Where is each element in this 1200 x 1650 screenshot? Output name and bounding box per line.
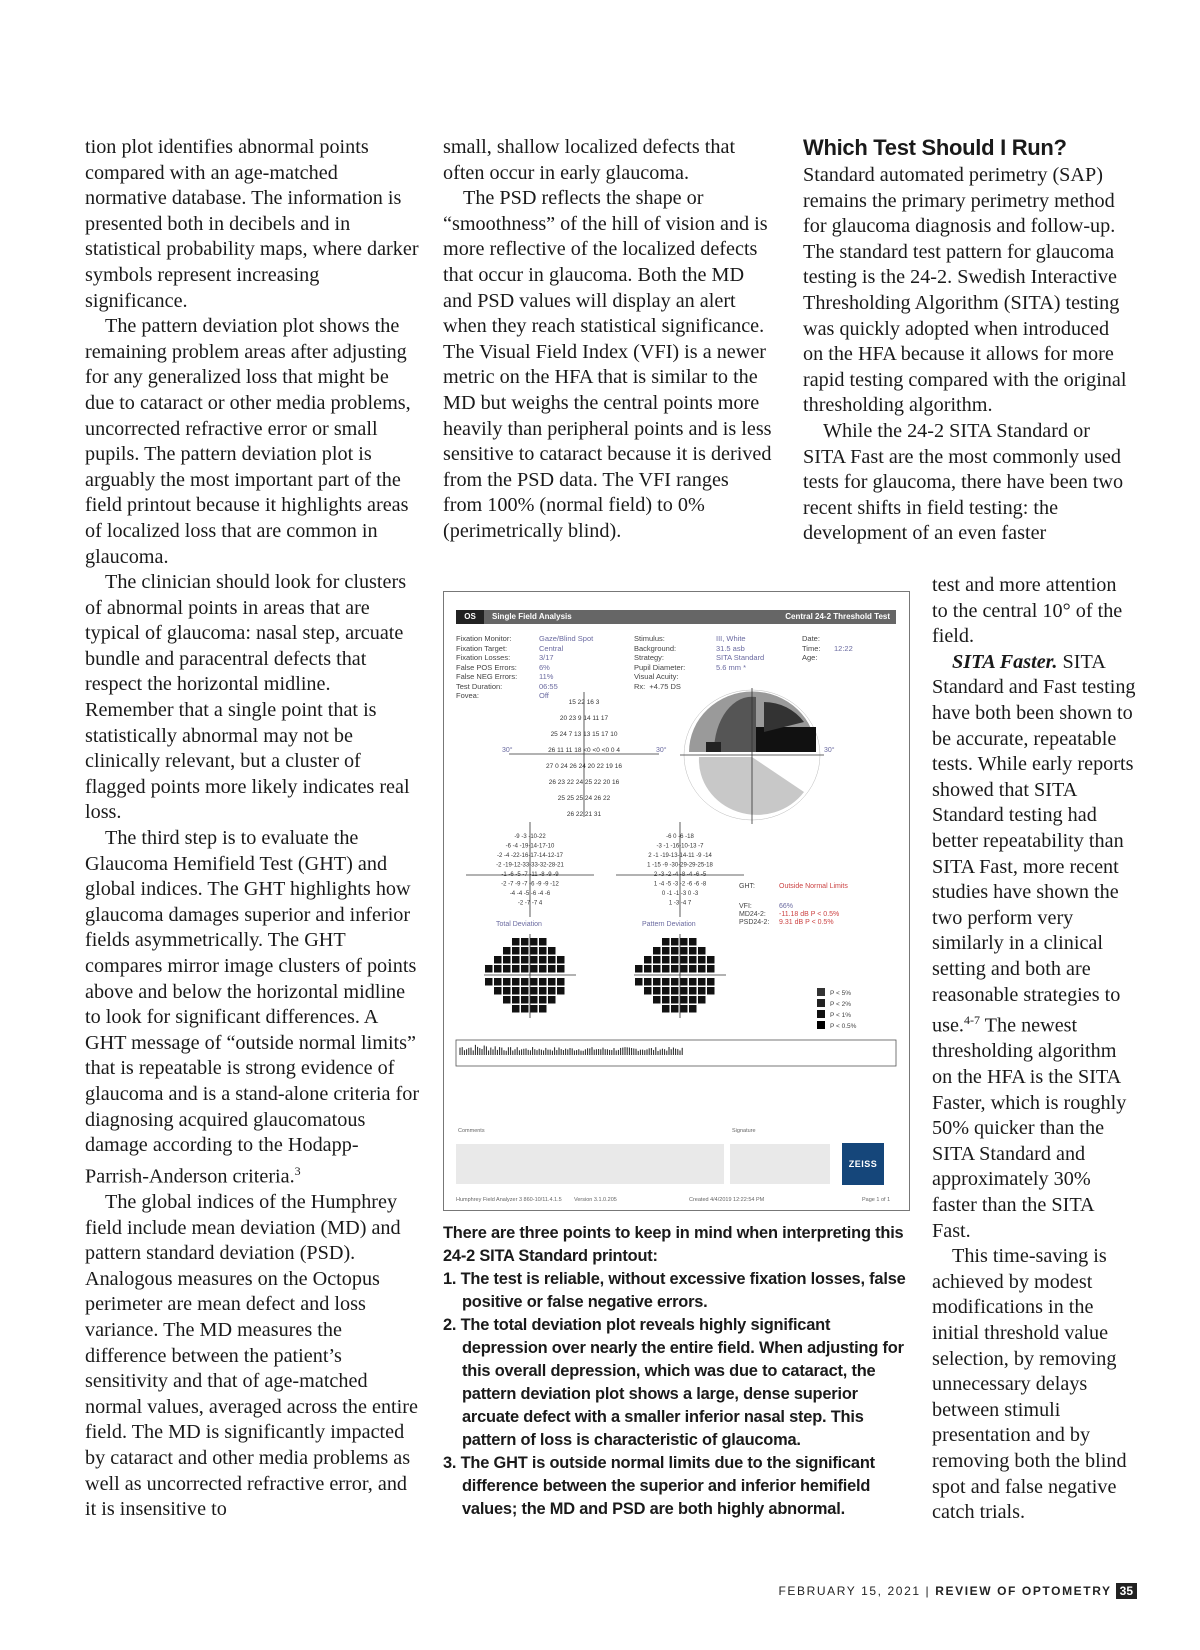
pattern-deviation-label: Pattern Deviation (642, 921, 696, 928)
value-row: 15 22 16 3 (568, 699, 600, 706)
probability-symbol (680, 1005, 688, 1013)
probability-symbol (707, 956, 715, 964)
probability-symbol (494, 978, 502, 986)
created-date: Created 4/4/2019 12:22:54 PM (689, 1197, 765, 1203)
publication-name: REVIEW OF OPTOMETRY (935, 1584, 1112, 1598)
comments-label: Comments (458, 1128, 485, 1134)
probability-symbol (557, 956, 565, 964)
probability-symbol (530, 965, 538, 973)
probability-symbol (644, 978, 652, 986)
probability-symbol (539, 978, 547, 986)
probability-symbol (548, 996, 556, 1004)
probability-symbol (530, 978, 538, 986)
probability-symbol (698, 978, 706, 986)
stimulus-labels: Stimulus: Background: Strategy: Pupil Diameter: Visual Acuity: Rx: +4.75 DS (634, 634, 686, 691)
legend-label: P < 1% (830, 1012, 852, 1019)
probability-symbol (512, 956, 520, 964)
probability-symbol (644, 987, 652, 995)
degree-label: 30° (824, 747, 835, 754)
probability-symbol (662, 947, 670, 955)
caption-item: 3. The GHT is outside normal limits due to the significant difference between the superior and inferior hemifield values; the MD and PSD are both highly abnormal. (443, 1454, 875, 1518)
probability-symbol (662, 978, 670, 986)
probability-symbol (644, 956, 652, 964)
probability-symbol (689, 965, 697, 973)
probability-symbol (671, 965, 679, 973)
probability-symbol (689, 947, 697, 955)
probability-symbol (539, 956, 547, 964)
paragraph (85, 826, 420, 1190)
value-row: -6 -4 -19-14-17-10 (505, 843, 555, 850)
probability-symbol (680, 978, 688, 986)
value-row: -2 -7 -7 4 (517, 900, 543, 907)
probability-symbol (539, 987, 547, 995)
value-row: -3 -1 -16-10-13 -7 (656, 843, 704, 850)
signature-box (730, 1144, 830, 1184)
probability-symbol (557, 978, 565, 986)
device-info: Humphrey Field Analyzer 3 860-10/11.4.1.5 (456, 1197, 562, 1203)
probability-symbol (698, 996, 706, 1004)
citation: 4-7 (963, 1013, 980, 1028)
value-row: 0 -1 -1 -3 0 -3 (661, 891, 699, 897)
probability-symbol (689, 978, 697, 986)
probability-symbol (689, 987, 697, 995)
vfi-value: 66% (779, 903, 794, 910)
probability-legend (817, 988, 857, 1030)
probability-symbol (530, 996, 538, 1004)
probability-symbol (662, 1005, 670, 1013)
probability-symbol (521, 938, 529, 946)
probability-symbol (635, 965, 643, 973)
signature-label: Signature (732, 1128, 756, 1134)
probability-symbol (521, 956, 529, 964)
article-column-3-wrap (932, 573, 1137, 1526)
probability-symbol (557, 965, 565, 973)
page-count: Page 1 of 1 (862, 1197, 891, 1203)
probability-symbol (503, 987, 511, 995)
probability-symbol (485, 978, 493, 986)
probability-symbol (539, 938, 547, 946)
probability-symbol (539, 965, 547, 973)
section-heading: Which Test Should I Run? (803, 135, 1067, 160)
md-label: MD24-2: (739, 911, 766, 918)
probability-symbol (512, 987, 520, 995)
value-row: -1 -6 -5 -7 -11 -8 -9 -9 (501, 872, 559, 878)
probability-symbol (653, 996, 661, 1004)
probability-symbol (662, 965, 670, 973)
ght-label: GHT: (739, 883, 755, 890)
paragraph (932, 650, 1137, 1244)
probability-symbol (689, 996, 697, 1004)
probability-symbol (707, 965, 715, 973)
probability-symbol (689, 1005, 697, 1013)
page-number: 35 (1116, 1583, 1137, 1599)
probability-symbol (653, 956, 661, 964)
probability-symbol (512, 1005, 520, 1013)
probability-symbol (662, 956, 670, 964)
probability-symbol (494, 987, 502, 995)
legend-label: P < 5% (830, 990, 852, 997)
legend-label: P < 0.5% (830, 1023, 857, 1030)
paragraph: This time-saving is achieved by modest modifications in the initial threshold value selection, by removing unnecessary delays between stimuli presentation and by removing both the blind spot and false negative catch trials. (932, 1245, 1127, 1524)
paragraph: test and more attention to the central 10° of the field. (932, 574, 1123, 648)
probability-symbol (548, 947, 556, 955)
caption-item: 2. The total deviation plot reveals highly significant depression over nearly the entire field. When adjusting for this overall depression, which was due to cataract, the pattern deviation plot shows a large, dense superior arcuate defect with a smaller inferior nasal step. This pattern of loss is characteristic of glaucoma. (443, 1316, 904, 1449)
probability-symbol (635, 978, 643, 986)
vfi-label: VFI: (739, 903, 752, 910)
probability-symbol (548, 987, 556, 995)
probability-symbol (548, 978, 556, 986)
paragraph: While the 24-2 SITA Standard or SITA Fast are the most commonly used tests for glaucoma, there have been two recent shifts in field testing: the development of an even faster (803, 419, 1124, 545)
probability-symbol (680, 996, 688, 1004)
probability-symbol (539, 996, 547, 1004)
probability-symbol (521, 965, 529, 973)
probability-symbol (671, 996, 679, 1004)
value-row: 1 -3 -4 7 (668, 900, 692, 907)
pattern-deviation-probability-map (634, 934, 726, 1018)
probability-symbol (671, 947, 679, 955)
paragraph: The pattern deviation plot shows the remaining problem areas after adjusting for any generalized loss that might be due to cataract or other media problems, uncorrected refractive error or small pupils. The pattern deviation plot is arguably the most important part of the field printout because it highlights areas of localized loss that are common in glaucoma. (85, 315, 411, 568)
probability-symbol (494, 965, 502, 973)
probability-symbol (530, 987, 538, 995)
probability-symbol (539, 1005, 547, 1013)
visual-field-printout (443, 591, 910, 1211)
article-column-1 (85, 135, 420, 1523)
probability-symbol (662, 938, 670, 946)
probability-symbol (530, 956, 538, 964)
probability-symbol (671, 987, 679, 995)
value-row: 26 22 21 31 (566, 811, 602, 818)
probability-symbol (671, 956, 679, 964)
degree-label: 30° (502, 747, 513, 754)
citation: 3 (294, 1163, 301, 1178)
value-row: 2 -1 -19-13-14-11 -9 -14 (648, 853, 712, 859)
patient-labels: Date: Time: Age: (802, 634, 821, 662)
probability-symbol (671, 978, 679, 986)
probability-symbol (512, 965, 520, 973)
paragraph: The PSD reflects the shape or “smoothness” of the hill of vision and is more reflective of the localized defects that occur in glaucoma. Both the MD and PSD values will display an alert when they reach statistical significance. The Visual Field Index (VFI) is a newer metric on the HFA that is similar to the MD but weighs the central points more heavily than peripheral points and is less sensitive to cataract because it is derived from the PSD data. The VFI ranges from 100% (normal field) to 0% (perimetrically blind). (443, 187, 772, 542)
value-row: -2 -19-12-33-33-32-28-21 (496, 862, 564, 869)
probability-symbol (680, 956, 688, 964)
value-row: 20 23 9 14 11 17 (559, 715, 609, 722)
probability-symbol (503, 978, 511, 986)
reliability-labels: Fixation Monitor: Fixation Target: Fixation Losses: False POS Errors: False NEG Errors: Test Duration: Fovea: (456, 634, 518, 700)
probability-symbol (689, 938, 697, 946)
probability-symbol (503, 956, 511, 964)
stimulus-values: III, White 31.5 asb SITA Standard 5.6 mm * (716, 634, 765, 672)
printout-graphics (444, 592, 909, 1210)
probability-symbol (662, 996, 670, 1004)
reliability-values: Gaze/Blind Spot Central 3/17 6% 11% 06:55 Off (539, 634, 594, 700)
probability-symbol (680, 938, 688, 946)
probability-symbol (689, 956, 697, 964)
time-value: 12:22 (834, 644, 853, 653)
probability-symbol (698, 956, 706, 964)
value-row: 25 24 7 13 13 15 17 10 (550, 731, 618, 738)
value-row: 26 11 11 18 <0 <0 <0 0 4 (548, 747, 620, 754)
probability-symbol (530, 938, 538, 946)
probability-symbol (680, 987, 688, 995)
probability-symbol (503, 947, 511, 955)
probability-symbol (680, 965, 688, 973)
probability-symbol (548, 956, 556, 964)
probability-symbol (707, 987, 715, 995)
probability-symbol (512, 996, 520, 1004)
probability-symbol (662, 987, 670, 995)
value-row: 27 0 24 26 24 20 22 19 16 (546, 763, 622, 770)
legend-label: P < 2% (830, 1001, 852, 1008)
grayscale-map (680, 688, 824, 824)
md-value: -11.18 dB P < 0.5% (779, 911, 840, 918)
caption-intro: There are three points to keep in mind when interpreting this 24-2 SITA Standard printout: (443, 1224, 904, 1265)
value-row: -4 -4 -5 -6 -4 -6 (509, 891, 551, 897)
value-row: 25 25 25 24 26 22 (557, 795, 611, 802)
value-row: 1 -15 -9 -30-29-29-25-18 (647, 862, 713, 869)
value-row: -9 -3 -10-22 (514, 834, 546, 840)
paragraph: The clinician should look for clusters of abnormal points in areas that are typical of glaucoma: nasal step, arcuate bundle and paracentral defects that respect the horizontal midline. Remember that a single point that is statistically abnormal may not be clinically relevant, but a cluster of flagged points more likely indicates real loss. (85, 571, 410, 824)
value-row: -2 -4 -22-16-17-14-12-17 (496, 853, 564, 859)
caption-list (443, 1268, 913, 1521)
paragraph: Standard automated perimetry (SAP) remains the primary perimetry method for glaucoma diagnosis and follow-up. The standard test pattern for glaucoma testing is the 24-2. Swedish Interactive Thresholding Algorithm (SITA) testing was quickly adopted when introduced on the HFA because it allows for more rapid testing compared with the original thresholding algorithm. (803, 164, 1127, 417)
probability-symbol (530, 1005, 538, 1013)
probability-symbol (653, 947, 661, 955)
value-row: 26 23 22 24 25 22 20 16 (548, 779, 620, 786)
probability-symbol (644, 965, 652, 973)
degree-label: 30° (656, 747, 667, 754)
probability-symbol (512, 978, 520, 986)
article-column-3 (803, 135, 1133, 547)
probability-symbol (539, 947, 547, 955)
probability-symbol (707, 978, 715, 986)
probability-symbol (698, 965, 706, 973)
probability-symbol (653, 978, 661, 986)
probability-symbol (671, 1005, 679, 1013)
probability-symbol (698, 947, 706, 955)
value-row: 2 -3 -2 -4 -8 -4 -6 -5 (653, 872, 707, 878)
probability-symbol (653, 987, 661, 995)
probability-symbol (512, 938, 520, 946)
paragraph-text: The third step is to evaluate the Glaucoma Hemifield Test (GHT) and global indices. The GHT highlights how glaucoma damages superior and inferior fields asymmetrically. The GHT compares mirror image clusters of points above and below the horizontal midline to look for significant differences. A GHT message of “outside normal limits” that is repeatable is strong evidence of glaucoma and is a stand-alone criteria for diagnosing acquired glaucomatous damage according to the Hodapp-Parrish-Anderson criteria. (85, 827, 420, 1188)
figure-caption (443, 1222, 913, 1521)
comments-box (456, 1144, 724, 1184)
probability-symbol (512, 947, 520, 955)
probability-symbol (521, 978, 529, 986)
psd-label: PSD24-2: (739, 919, 770, 926)
probability-symbol (521, 996, 529, 1004)
value-row: -6 0 -6 -18 (666, 834, 694, 840)
test-name: Central 24-2 Threshold Test (785, 612, 890, 621)
zeiss-logo: ZEISS (842, 1143, 884, 1185)
probability-symbol (503, 996, 511, 1004)
total-deviation-probability-map (484, 934, 576, 1018)
probability-symbol (557, 987, 565, 995)
software-version: Version 3.1.0.205 (574, 1197, 617, 1203)
issue-date: FEBRUARY 15, 2021 | (778, 1584, 936, 1598)
analysis-title: Single Field Analysis (492, 612, 572, 621)
total-deviation-label: Total Deviation (496, 921, 542, 928)
paragraph: tion plot identifies abnormal points compared with an age-matched normative database. The information is presented both in decibels and in statistical probability maps, where darker symbols represent increasing significance. (85, 136, 419, 312)
paragraph: The global indices of the Humphrey field include mean deviation (MD) and pattern standard deviation (PSD). Analogous measures on the Octopus perimeter are mean defect and loss variance. The MD measures the difference between the patient’s sensitivity and that of age-matched normal values, averaged across the entire field. The MD is significantly impacted by cataract and other media problems as well as uncorrected refractive error, and it is insensitive to (85, 1191, 418, 1521)
subsection-lead: SITA Faster. (952, 650, 1058, 673)
probability-symbol (530, 947, 538, 955)
probability-symbol (485, 965, 493, 973)
psd-value: 9.31 dB P < 0.5% (779, 919, 834, 926)
article-column-2 (443, 135, 773, 545)
caption-item: 1. The test is reliable, without excessive fixation losses, false positive or false negative errors. (443, 1270, 906, 1311)
probability-symbol (698, 987, 706, 995)
probability-symbol (521, 947, 529, 955)
probability-symbol (521, 987, 529, 995)
probability-symbol (680, 947, 688, 955)
value-row: -2 -7 -9 -7 -6 -9 -9 -12 (501, 881, 559, 888)
value-row: 1 -4 -5 -3 -2 -6 -6 -8 (653, 881, 707, 888)
paragraph: small, shallow localized defects that often occur in early glaucoma. (443, 136, 736, 184)
paragraph-text: SITA Standard and Fast testing have both been shown to be accurate, repeatable tests. While early reports showed that SITA Standard testing had better repeatability than SITA Fast, more recent studies have shown the two perform very similarly in a clinical setting and both are reasonable strategies to use. (932, 650, 1136, 1037)
probability-symbol (548, 965, 556, 973)
probability-symbol (521, 1005, 529, 1013)
probability-symbol (653, 965, 661, 973)
probability-symbol (494, 956, 502, 964)
paragraph-text: The newest thresholding algorithm on the HFA is the SITA Faster, which is roughly 50% quicker than the SITA Standard and approximately 30% faster than the SITA Fast. (932, 1014, 1127, 1242)
probability-symbol (503, 965, 511, 973)
eye-label: OS (456, 610, 484, 624)
ght-value: Outside Normal Limits (779, 883, 848, 890)
probability-symbol (671, 938, 679, 946)
page-footer (778, 1583, 1137, 1599)
